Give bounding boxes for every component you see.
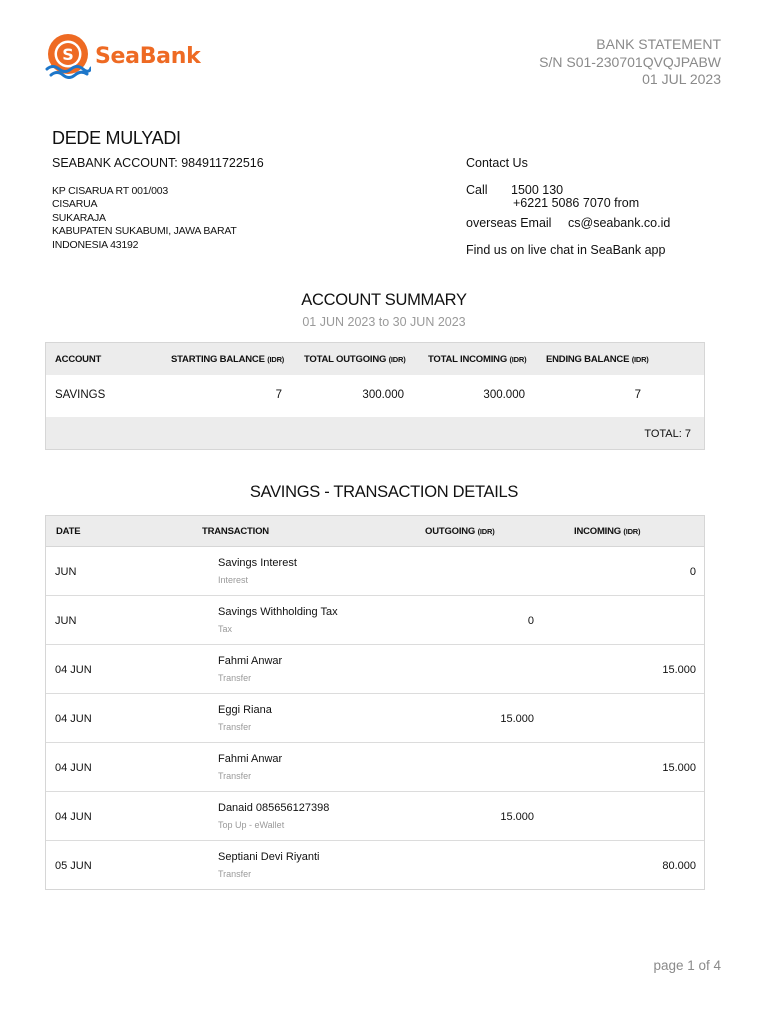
- tx-incoming: 15.000: [662, 762, 696, 774]
- transaction-row: [46, 596, 704, 645]
- transaction-row: [46, 841, 704, 889]
- col-incoming: INCOMING (IDR): [574, 526, 641, 537]
- address-line: INDONESIA 43192: [52, 238, 139, 251]
- address-line: KABUPATEN SUKABUMI, JAWA BARAT: [52, 225, 237, 238]
- tx-incoming: 80.000: [662, 860, 696, 872]
- tx-type: Transfer: [218, 722, 252, 732]
- email-address[interactable]: cs@seabank.co.id: [568, 216, 671, 230]
- col-transaction: TRANSACTION: [202, 526, 269, 537]
- summary-starting: 7: [275, 389, 282, 401]
- statement-date: 01 JUL 2023: [642, 71, 721, 87]
- summary-row: [46, 375, 704, 417]
- tx-date: 05 JUN: [55, 860, 92, 872]
- col-outgoing: OUTGOING (IDR): [425, 526, 495, 537]
- tx-name: Fahmi Anwar: [218, 753, 283, 765]
- summary-account: SAVINGS: [55, 389, 106, 401]
- summary-table: [45, 342, 705, 450]
- brand-name: SeaBank: [95, 43, 201, 69]
- tx-type: Interest: [218, 575, 249, 585]
- transaction-row: [46, 645, 704, 694]
- tx-outgoing: 15.000: [500, 811, 534, 823]
- tx-name: Fahmi Anwar: [218, 655, 283, 667]
- summary-period: 01 JUN 2023 to 30 JUN 2023: [302, 315, 466, 329]
- page-number: page 1 of 4: [653, 958, 721, 973]
- address-line: KP CISARUA RT 001/003: [52, 185, 169, 197]
- svg-text:S: S: [62, 45, 74, 64]
- tx-type: Transfer: [218, 869, 252, 879]
- statement-type: BANK STATEMENT: [596, 36, 721, 52]
- tx-incoming: 0: [689, 566, 696, 578]
- address-line: SUKARAJA: [52, 211, 106, 224]
- tx-name: Savings Withholding Tax: [218, 606, 338, 618]
- transactions-header-row: [46, 516, 704, 547]
- tx-name: Septiani Devi Riyanti: [218, 851, 320, 863]
- transaction-row: [46, 743, 704, 792]
- transaction-row: [46, 547, 704, 596]
- col-account: ACCOUNT: [55, 354, 102, 365]
- statement-serial: S/N S01-230701QVQJPABW: [539, 53, 721, 70]
- tx-name: Savings Interest: [218, 557, 297, 569]
- tx-type: Top Up - eWallet: [218, 820, 285, 830]
- col-date: DATE: [56, 526, 81, 537]
- transactions-title: SAVINGS - TRANSACTION DETAILS: [249, 483, 519, 501]
- address-line: CISARUA: [52, 198, 98, 211]
- tx-date: 04 JUN: [55, 762, 92, 774]
- transactions-table: [45, 515, 705, 890]
- summary-ending: 7: [634, 389, 641, 401]
- transaction-row: [46, 694, 704, 743]
- tx-incoming: 15.000: [662, 664, 696, 676]
- contact-title: Contact Us: [466, 156, 528, 170]
- live-chat-note: Find us on live chat in SeaBank app: [466, 243, 666, 257]
- statement-header: [539, 36, 721, 89]
- customer-name: DEDE MULYADI: [52, 128, 181, 148]
- tx-outgoing: 15.000: [500, 713, 534, 725]
- col-total-outgoing: TOTAL OUTGOING (IDR): [304, 354, 406, 365]
- tx-date: JUN: [55, 566, 77, 578]
- summary-total-row: [46, 417, 704, 449]
- tx-date: 04 JUN: [55, 664, 92, 676]
- col-starting-balance: STARTING BALANCE (IDR): [171, 354, 285, 365]
- col-ending-balance: ENDING BALANCE (IDR): [546, 354, 649, 365]
- summary-total: TOTAL: 7: [644, 428, 691, 440]
- summary-incoming: 300.000: [483, 389, 525, 401]
- tx-name: Eggi Riana: [218, 704, 272, 716]
- customer-address: [52, 185, 237, 252]
- summary-outgoing: 300.000: [362, 389, 404, 401]
- transaction-row: [46, 792, 704, 841]
- tx-type: Transfer: [218, 673, 252, 683]
- tx-date: 04 JUN: [55, 713, 92, 725]
- tx-name: Danaid 085656127398: [218, 802, 330, 814]
- tx-date: JUN: [55, 615, 77, 627]
- summary-title: ACCOUNT SUMMARY: [301, 291, 467, 309]
- col-total-incoming: TOTAL INCOMING (IDR): [428, 354, 527, 365]
- tx-date: 04 JUN: [55, 811, 92, 823]
- tx-type: Transfer: [218, 771, 252, 781]
- tx-type: Tax: [218, 624, 233, 634]
- summary-header-row: [46, 343, 704, 375]
- email-label: overseas Email: [466, 216, 552, 230]
- seabank-logo-icon: [45, 33, 91, 79]
- account-number: SEABANK ACCOUNT: 984911722516: [52, 156, 264, 170]
- call-number-overseas: +6221 5086 7070 from: [513, 196, 640, 210]
- call-label: Call: [466, 183, 488, 197]
- call-number-primary: 1500 130: [511, 183, 564, 197]
- tx-outgoing: 0: [527, 615, 534, 627]
- seabank-logo: [45, 33, 200, 79]
